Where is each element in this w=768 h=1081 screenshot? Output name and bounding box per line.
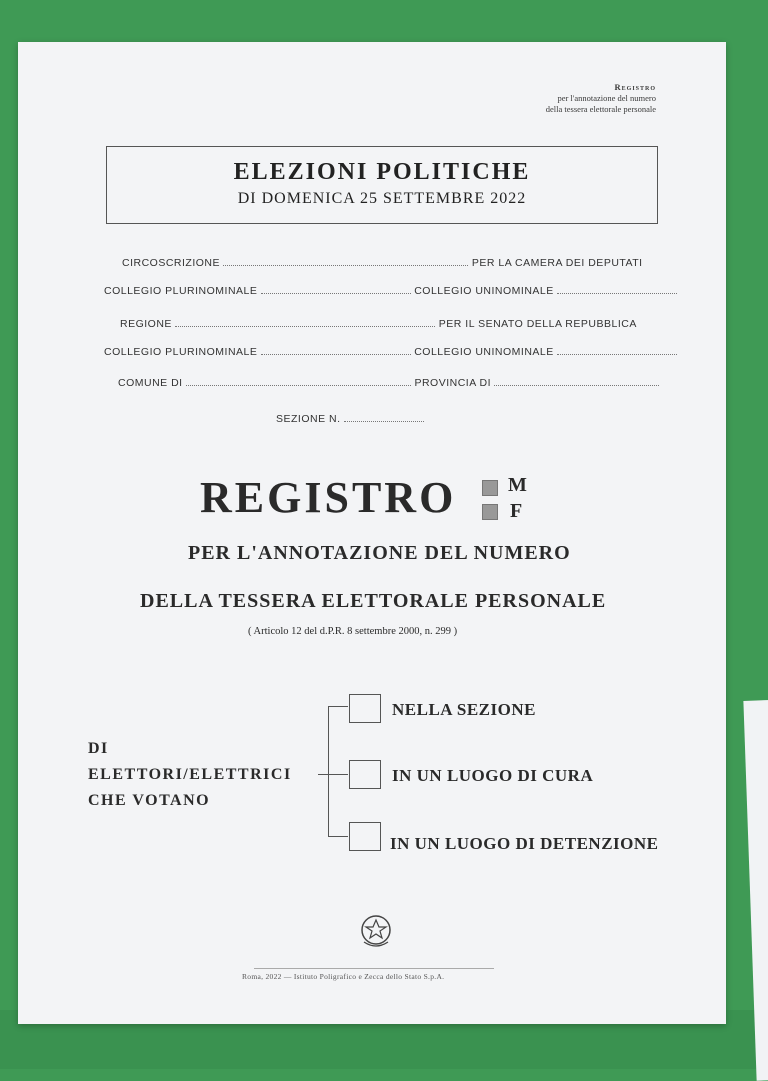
option-label-sezione: NELLA SEZIONE (392, 700, 536, 719)
field-line-collegio-uni-1[interactable] (557, 284, 677, 294)
option-box-sezione[interactable] (349, 694, 381, 723)
voters-label (88, 736, 292, 814)
checkbox-f[interactable] (482, 504, 498, 520)
field-collegio-2 (104, 345, 677, 358)
election-title-box (106, 146, 658, 224)
voters-label-line2: ELETTORI/ELETTRICI (88, 766, 292, 783)
voters-label-line1: DI (88, 740, 109, 757)
bracket-vertical (328, 706, 329, 836)
election-date: DI DOMENICA 25 SETTEMBRE 2022 (237, 190, 527, 207)
field-line-provincia[interactable] (494, 376, 659, 386)
election-title: ELEZIONI POLITICHE (233, 159, 531, 185)
field-line-circoscrizione[interactable] (223, 256, 468, 266)
field-line-collegio-pluri-1[interactable] (261, 284, 411, 294)
option-label-luogo-detenzione: IN UN LUOGO DI DETENZIONE (390, 834, 659, 853)
label-m: M (508, 474, 527, 496)
field-line-comune[interactable] (186, 376, 411, 386)
field-label-senato: PER IL SENATO DELLA REPUBBLICA (438, 318, 637, 330)
option-label-luogo-cura: IN UN LUOGO DI CURA (392, 766, 594, 785)
field-label-collegio-pluri-2: COLLEGIO PLURINOMINALE (104, 346, 258, 358)
republic-emblem-icon (358, 912, 394, 952)
field-line-regione[interactable] (175, 317, 435, 327)
corner-note-line3: della tessera elettorale personale (545, 104, 656, 114)
field-circoscrizione (122, 256, 643, 269)
bracket-bottom (328, 836, 348, 837)
registro-subtitle-1: PER L'ANNOTAZIONE DEL NUMERO (188, 542, 571, 564)
field-line-sezione[interactable] (344, 412, 424, 422)
field-label-collegio-uni-2: COLLEGIO UNINOMINALE (414, 346, 554, 358)
field-line-collegio-pluri-2[interactable] (261, 345, 411, 355)
checkbox-m[interactable] (482, 480, 498, 496)
voters-label-line3: CHE VOTANO (88, 792, 211, 809)
document-sheet (18, 42, 726, 1024)
registro-subtitle-2: DELLA TESSERA ELETTORALE PERSONALE (140, 590, 607, 612)
field-label-collegio-uni-1: COLLEGIO UNINOMINALE (414, 285, 554, 297)
bracket-top (328, 706, 348, 707)
option-box-luogo-detenzione[interactable] (349, 822, 381, 851)
field-collegio-1 (104, 284, 677, 297)
field-comune (118, 376, 659, 389)
footer-imprint: Roma, 2022 — Istituto Poligrafico e Zecca dello Stato S.p.A. (242, 972, 445, 981)
bracket-middle (318, 774, 348, 775)
field-label-sezione: SEZIONE N. (276, 413, 341, 425)
field-label-regione: REGIONE (120, 318, 172, 330)
field-label-provincia: PROVINCIA DI (414, 377, 492, 389)
corner-note-line2: per l'annotazione del numero (557, 93, 656, 103)
label-f: F (510, 500, 523, 522)
field-label-camera: PER LA CAMERA DEI DEPUTATI (471, 257, 643, 269)
registro-title: REGISTRO (200, 473, 457, 522)
field-sezione (276, 412, 424, 425)
field-label-circoscrizione: CIRCOSCRIZIONE (122, 257, 221, 269)
corner-note (546, 82, 656, 115)
article-reference: ( Articolo 12 del d.P.R. 8 settembre 2000, n. 299 ) (248, 626, 458, 637)
corner-note-title: Registro (614, 82, 656, 92)
footer-rule (254, 968, 494, 969)
field-label-comune: COMUNE DI (118, 377, 183, 389)
field-line-collegio-uni-2[interactable] (557, 345, 677, 355)
option-box-luogo-cura[interactable] (349, 760, 381, 789)
field-regione (120, 317, 637, 330)
field-label-collegio-pluri-1: COLLEGIO PLURINOMINALE (104, 285, 258, 297)
